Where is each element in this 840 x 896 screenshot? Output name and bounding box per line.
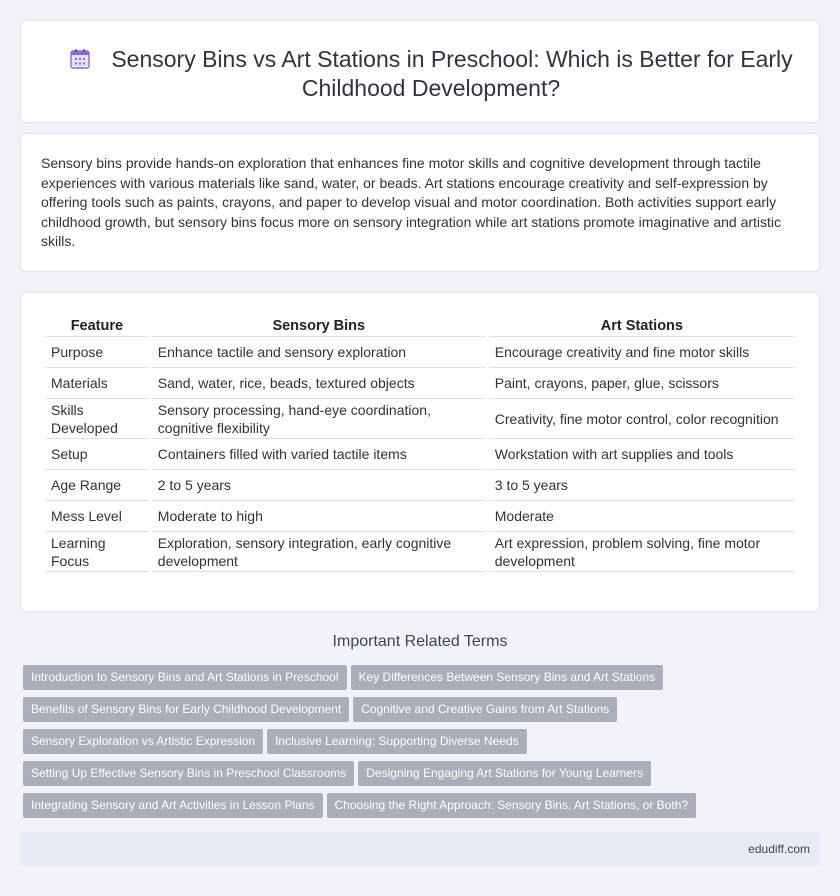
column-header-feature: Feature — [45, 315, 149, 337]
art-stations-cell: Workstation with art supplies and tools — [489, 439, 795, 470]
feature-cell: Age Range — [45, 470, 149, 501]
summary-card — [20, 133, 820, 272]
title-card — [20, 20, 820, 123]
related-term-tag[interactable]: Introduction to Sensory Bins and Art Stations in Preschool — [23, 665, 347, 690]
feature-cell: Purpose — [45, 337, 149, 368]
related-term-tag[interactable]: Benefits of Sensory Bins for Early Childhood Development — [23, 697, 349, 722]
sensory-bins-cell: Enhance tactile and sensory exploration — [152, 337, 486, 368]
related-term-tag[interactable]: Choosing the Right Approach: Sensory Bins, Art Stations, or Both? — [327, 793, 697, 818]
sensory-bins-cell: Containers filled with varied tactile items — [152, 439, 486, 470]
art-stations-cell: Encourage creativity and fine motor skills — [489, 337, 795, 368]
related-term-tag[interactable]: Cognitive and Creative Gains from Art Stations — [353, 697, 617, 722]
sensory-bins-cell: Sensory processing, hand-eye coordination, cognitive flexibility — [152, 399, 486, 439]
related-term-tag[interactable]: Sensory Exploration vs Artistic Expression — [23, 729, 263, 754]
footer-site-link[interactable]: edudiff.com — [748, 842, 810, 856]
column-header-sensory-bins: Sensory Bins — [152, 315, 486, 337]
table-row — [45, 399, 795, 439]
comparison-table — [42, 315, 798, 572]
related-terms-list — [23, 665, 723, 825]
comparison-card — [20, 292, 820, 612]
related-term-tag[interactable]: Setting Up Effective Sensory Bins in Preschool Classrooms — [23, 761, 354, 786]
sensory-bins-cell: Sand, water, rice, beads, textured objects — [152, 368, 486, 399]
related-term-tag[interactable]: Key Differences Between Sensory Bins and Art Stations — [351, 665, 664, 690]
page-title-wrap — [51, 45, 811, 103]
art-stations-cell: 3 to 5 years — [489, 470, 795, 501]
feature-cell: Mess Level — [45, 501, 149, 532]
table-row — [45, 439, 795, 470]
page-title: Sensory Bins vs Art Stations in Preschool: Which is Better for Early Childhood Development? — [111, 46, 793, 101]
art-stations-cell: Creativity, fine motor control, color recognition — [489, 399, 795, 439]
table-row — [45, 337, 795, 368]
sensory-bins-cell: Exploration, sensory integration, early cognitive development — [152, 532, 486, 572]
art-stations-cell: Moderate — [489, 501, 795, 532]
related-term-tag[interactable]: Integrating Sensory and Art Activities in Lesson Plans — [23, 793, 323, 818]
feature-cell: Setup — [45, 439, 149, 470]
related-term-tag[interactable]: Inclusive Learning: Supporting Diverse Needs — [267, 729, 526, 754]
column-header-art-stations: Art Stations — [489, 315, 795, 337]
art-stations-cell: Paint, crayons, paper, glue, scissors — [489, 368, 795, 399]
table-row — [45, 368, 795, 399]
art-stations-cell: Art expression, problem solving, fine motor development — [489, 532, 795, 572]
sensory-bins-cell: 2 to 5 years — [152, 470, 486, 501]
table-row — [45, 470, 795, 501]
feature-cell: Materials — [45, 368, 149, 399]
summary-text: Sensory bins provide hands-on exploration that enhances fine motor skills and cognitive development through tactile experiences with various materials like sand, water, or beads. Art stations encourage creativity and self-expression by offering tools such as paints, crayons, and paper to develop visual and motor coordination. Both activities support early childhood growth, but sensory bins focus more on sensory integration while art stations promote imaginative and artistic skills. — [41, 155, 782, 250]
footer-bar — [20, 832, 820, 866]
feature-cell: Learning Focus — [45, 532, 149, 572]
table-header-row — [45, 315, 795, 337]
calendar-icon — [69, 48, 91, 70]
table-row — [45, 501, 795, 532]
feature-cell: Skills Developed — [45, 399, 149, 439]
sensory-bins-cell: Moderate to high — [152, 501, 486, 532]
related-term-tag[interactable]: Designing Engaging Art Stations for Young Learners — [358, 761, 651, 786]
related-terms-heading: Important Related Terms — [332, 633, 508, 650]
table-row — [45, 532, 795, 572]
